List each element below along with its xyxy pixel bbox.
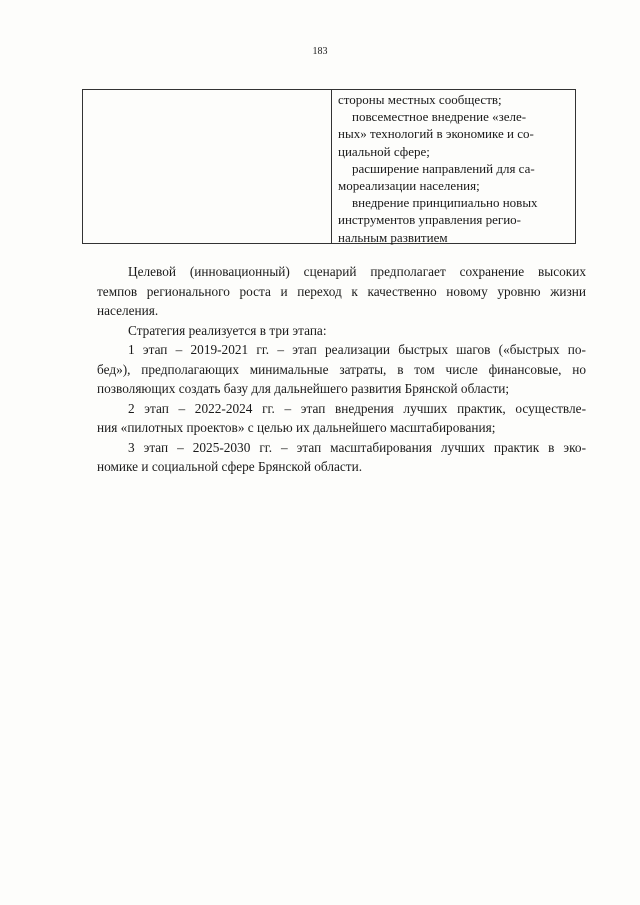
page-number: 183 [312,46,328,57]
text-line: 3 этап – 2025-2030 гг. – этап масштабирования лучших практик в эко- [128,439,586,455]
paragraph-stage-2 [97,399,586,438]
text-line: ния «пилотных проектов» с целью их дальнейшего масштабирования; [97,420,496,435]
cell-line: повсеместное внедрение «зеле- [352,109,527,125]
text-line: темпов регионального роста и переход к качественно новому уровню жизни [97,283,586,299]
cell-line: мореализации населения; [338,178,480,194]
cell-line: нальным развитием [338,229,448,245]
text-line: бед»), предполагающих минимальные затраты, в том числе финансовые, но [97,361,586,377]
paragraph-stage-3 [97,438,586,477]
paragraph-stages-intro [97,321,586,341]
text-line: 2 этап – 2022-2024 гг. – этап внедрения лучших практик, осуществле- [128,400,586,416]
text-line: номике и социальной сфере Брянской области. [97,459,363,474]
paragraph-scenario [97,262,586,321]
text-line: Целевой (инновационный) сценарий предполагает сохранение высоких [128,264,586,279]
text-line: 1 этап – 2019-2021 гг. – этап реализации быстрых шагов («быстрых по- [128,342,586,357]
table [82,89,576,244]
text-line: позволяющих создать базу для дальнейшего развития Брянской области; [97,381,510,396]
cell-line: расширение направлений для са- [352,160,535,176]
body-text [97,262,586,477]
cell-line: ных» технологий в экономике и со- [338,126,534,142]
cell-line: инструментов управления регио- [338,212,522,228]
table-cell-left [83,90,332,243]
paragraph-stage-1 [97,340,586,399]
table-cell-right [332,90,575,243]
cell-line: циальной сфере; [338,143,430,159]
text-line: населения. [97,303,159,318]
cell-line: стороны местных сообществ; [338,92,502,107]
text-line: Стратегия реализуется в три этапа: [128,322,327,338]
cell-line: внедрение принципиально новых [352,195,538,211]
